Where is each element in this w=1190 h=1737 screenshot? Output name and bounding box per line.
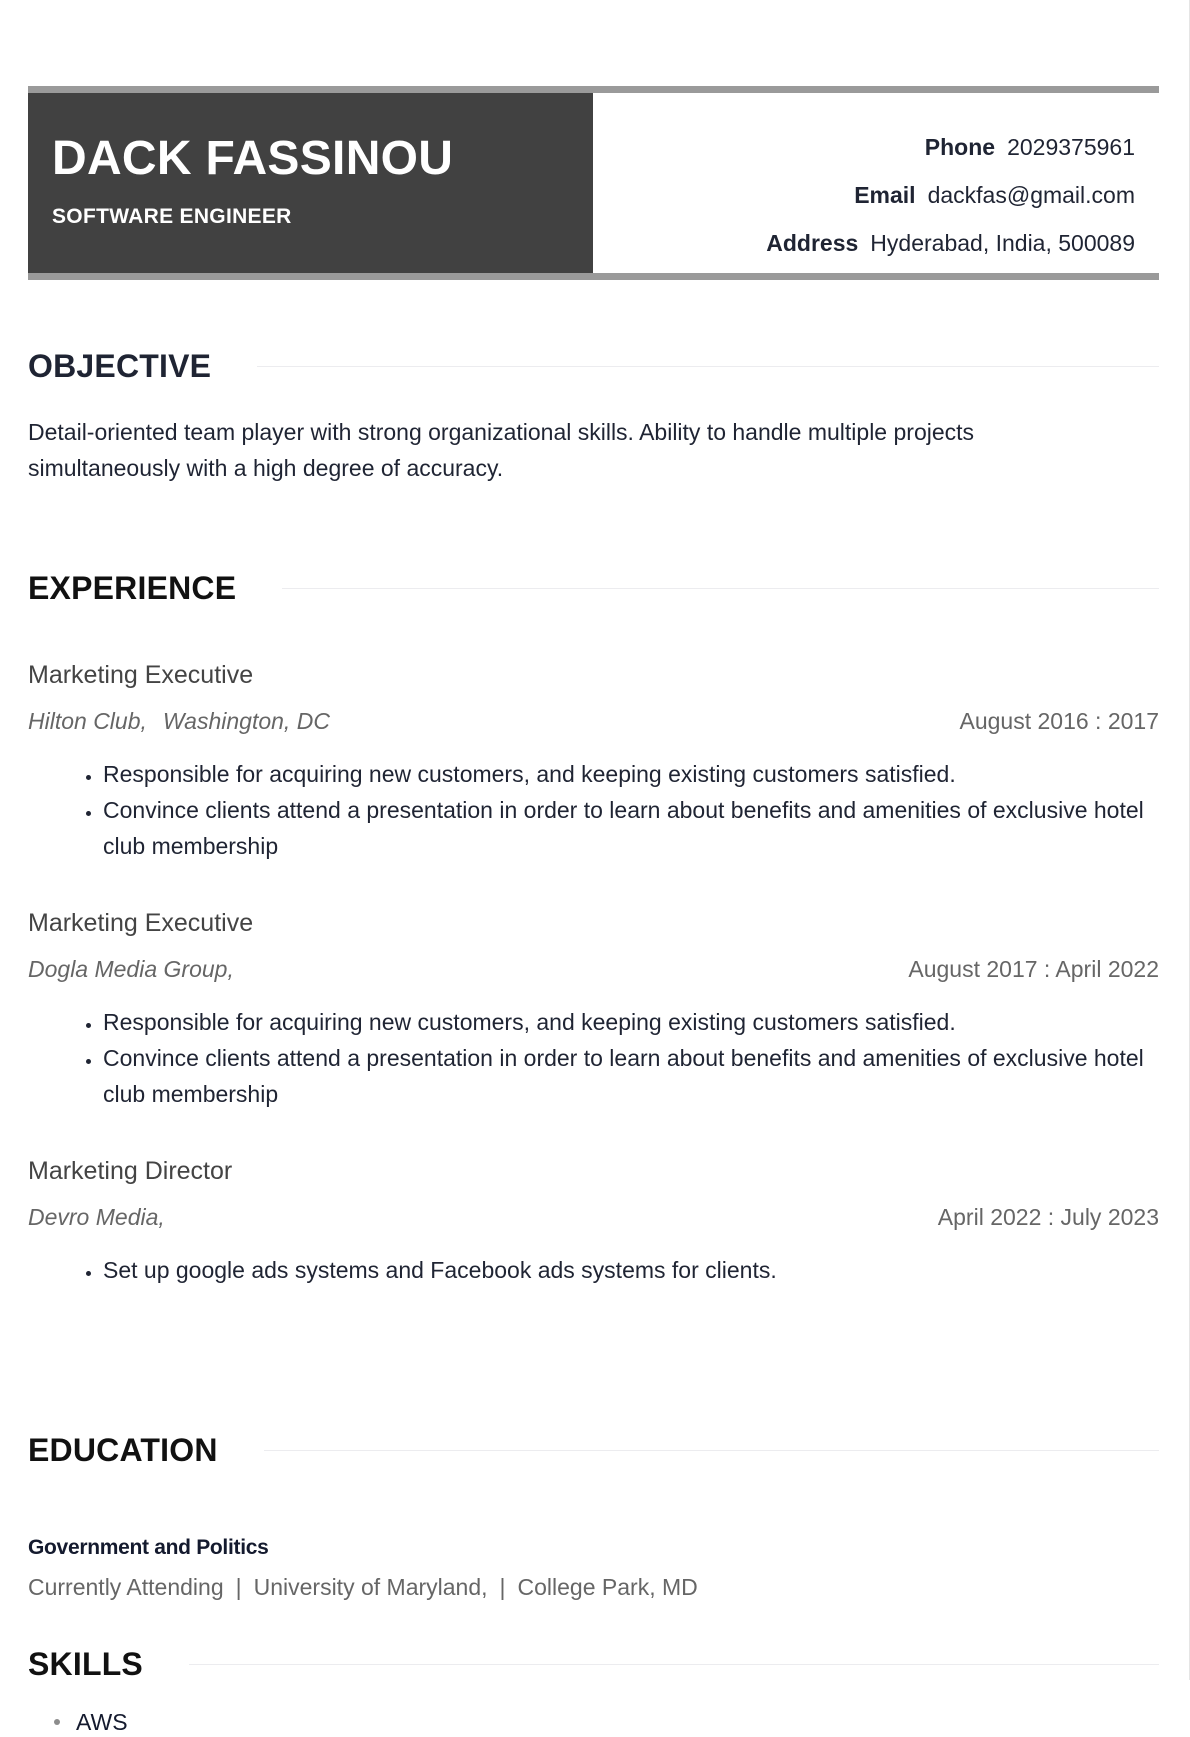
contact-value: 2029375961: [1007, 134, 1135, 160]
company-name: Hilton Club,: [28, 708, 147, 734]
name-block: [28, 93, 593, 273]
contact-block: [593, 93, 1159, 273]
section-divider: [189, 1664, 1159, 1665]
job-bullet: • Responsible for acquiring new customers, and keeping existing customers satisfied.: [103, 1004, 1159, 1040]
company-name: Devro Media,: [28, 1204, 165, 1230]
job-bullet: • Convince clients attend a presentation in order to learn about benefits and amenities of exclusive hotel club membership: [103, 1040, 1159, 1112]
contact-label: Phone: [924, 134, 996, 160]
company-location: Washington, DC: [162, 708, 330, 734]
section-title: OBJECTIVE: [28, 348, 212, 384]
contact-label: Email: [854, 182, 916, 208]
job-bullets: [28, 756, 1159, 864]
company-name: Dogla Media Group,: [28, 956, 234, 982]
contact-label: Address: [766, 230, 859, 256]
job-meta: [28, 1202, 1159, 1232]
education-entry: [28, 1534, 698, 1602]
job-bullet: • Responsible for acquiring new customers, and keeping existing customers satisfied.: [103, 756, 1159, 792]
skill-item: [76, 1707, 128, 1737]
job-dates: April 2022 : July 2023: [937, 1204, 1159, 1230]
objective-header: [28, 348, 1159, 385]
job-entry: [28, 660, 1159, 864]
skills-header: [28, 1646, 1159, 1683]
bullet-dot-icon: [54, 1719, 60, 1725]
job-dates: August 2017 : April 2022: [908, 956, 1159, 982]
resume: [28, 86, 1159, 1735]
job-dates: August 2016 : 2017: [959, 708, 1159, 734]
job-company: [28, 706, 330, 736]
job-entry: [28, 1156, 1159, 1288]
section-divider: [282, 588, 1159, 589]
job-meta: [28, 706, 1159, 736]
contact-phone: [593, 123, 1135, 171]
education-degree: Government and Politics: [28, 1536, 269, 1559]
job-bullet: • Set up google ads systems and Facebook ads systems for clients.: [103, 1252, 1159, 1288]
section-title: EDUCATION: [28, 1432, 218, 1468]
job-company: [28, 1202, 165, 1232]
education-meta: [28, 1572, 698, 1602]
contact-email: [593, 171, 1135, 219]
contact-address: [593, 219, 1135, 267]
candidate-name: DACK FASSINOU: [52, 132, 454, 185]
job-bullets: [28, 1004, 1159, 1112]
separator: |: [499, 1574, 506, 1600]
job-bullet: • Convince clients attend a presentation in order to learn about benefits and amenities of exclusive hotel club membership: [103, 792, 1159, 864]
education-header: [28, 1432, 1159, 1469]
objective-text: Detail-oriented team player with strong organizational skills. Ability to handle multiple projects simultaneously with a high degree of accuracy.: [28, 419, 975, 481]
job-entry: [28, 908, 1159, 1112]
job-company: [28, 954, 234, 984]
contact-value: Hyderabad, India, 500089: [870, 230, 1135, 256]
skill-label: AWS: [76, 1709, 128, 1735]
job-meta: [28, 954, 1159, 984]
contact-value: dackfas@gmail.com: [927, 182, 1135, 208]
education-school: University of Maryland,: [253, 1574, 488, 1600]
skills-list: [28, 1707, 128, 1737]
section-divider: [257, 366, 1159, 367]
section-title: SKILLS: [28, 1646, 143, 1682]
job-title: Marketing Executive: [28, 661, 254, 689]
separator: |: [235, 1574, 242, 1600]
job-bullets: [28, 1252, 1159, 1288]
job-title: Marketing Executive: [28, 909, 254, 937]
education-status: Currently Attending: [28, 1574, 224, 1600]
experience-header: [28, 570, 1159, 607]
section-divider: [264, 1450, 1159, 1451]
candidate-role: SOFTWARE ENGINEER: [52, 205, 292, 228]
education-location: College Park, MD: [517, 1574, 698, 1600]
job-title: Marketing Director: [28, 1157, 233, 1185]
section-title: EXPERIENCE: [28, 570, 237, 606]
resume-header: [28, 86, 1159, 280]
